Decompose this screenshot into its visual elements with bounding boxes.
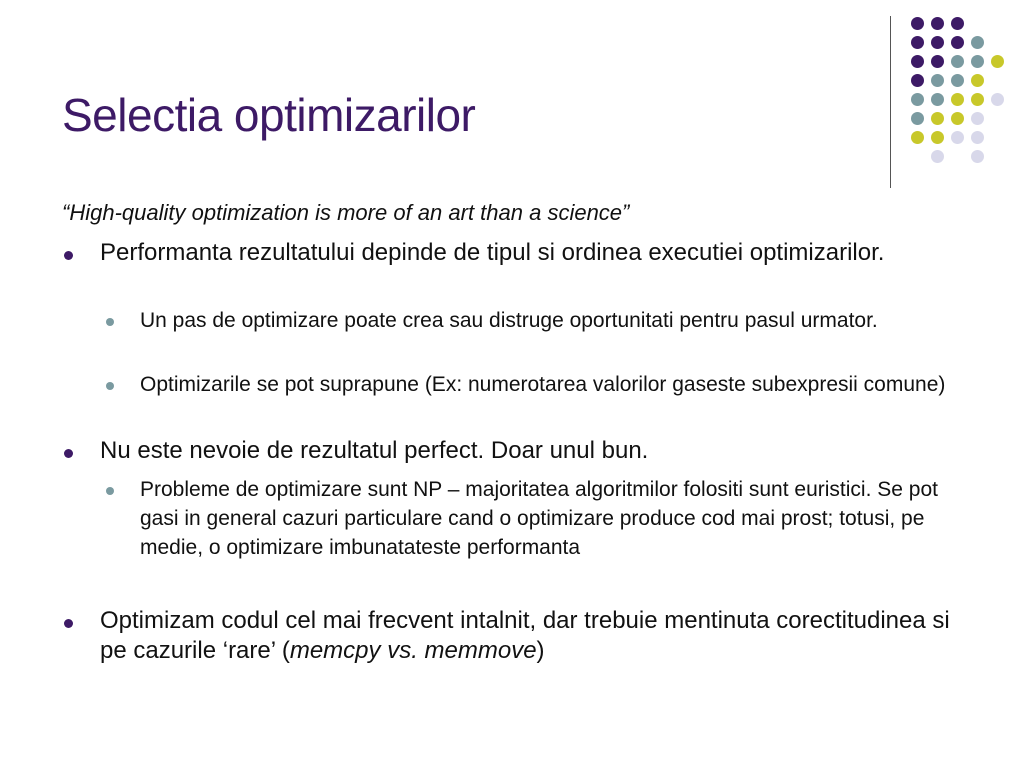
bullet-dot xyxy=(64,619,73,628)
grid-dot xyxy=(911,36,924,49)
grid-dot xyxy=(911,74,924,87)
grid-dot xyxy=(931,131,944,144)
title-divider-line xyxy=(890,16,891,188)
grid-dot xyxy=(931,36,944,49)
grid-dot xyxy=(931,93,944,106)
grid-dot xyxy=(911,131,924,144)
bullet-dot xyxy=(64,449,73,458)
grid-dot xyxy=(951,55,964,68)
sub-bullet-dot xyxy=(106,487,114,495)
grid-dot xyxy=(931,74,944,87)
slide-title: Selectia optimizarilor xyxy=(62,89,476,141)
grid-dot xyxy=(931,55,944,68)
grid-dot xyxy=(911,112,924,125)
bullet-text-italic: memcpy vs. memmove xyxy=(289,637,537,664)
grid-dot xyxy=(911,93,924,106)
grid-dot xyxy=(971,150,984,163)
grid-dot xyxy=(971,131,984,144)
grid-dot xyxy=(971,93,984,106)
sub-bullet-dot xyxy=(106,318,114,326)
sub-bullet-dot xyxy=(106,382,114,390)
grid-dot xyxy=(951,17,964,30)
grid-dot xyxy=(951,131,964,144)
grid-dot xyxy=(931,150,944,163)
sub-bullet-item: Optimizarile se pot suprapune (Ex: numerotarea valorilor gaseste subexpresii comune) xyxy=(140,373,946,396)
grid-dot xyxy=(951,74,964,87)
grid-dot xyxy=(911,17,924,30)
bullet-item xyxy=(100,606,980,666)
quote-text: “High-quality optimization is more of an art than a science” xyxy=(62,200,630,225)
grid-dot xyxy=(931,17,944,30)
grid-dot xyxy=(911,55,924,68)
grid-dot xyxy=(971,112,984,125)
grid-dot xyxy=(971,74,984,87)
grid-dot xyxy=(951,112,964,125)
grid-dot xyxy=(991,55,1004,68)
grid-dot xyxy=(951,93,964,106)
grid-dot xyxy=(991,93,1004,106)
grid-dot xyxy=(951,36,964,49)
bullet-text: Optimizam codul cel mai frecvent intalnit, dar trebuie mentinuta corectitudinea si pe cazurile ‘rare’ ( xyxy=(100,607,950,664)
sub-bullet-item: Un pas de optimizare poate crea sau distruge oportunitati pentru pasul urmator. xyxy=(140,309,878,332)
bullet-text: ) xyxy=(536,637,545,664)
grid-dot xyxy=(971,36,984,49)
bullet-item: Performanta rezultatului depinde de tipul si ordinea executiei optimizarilor. xyxy=(100,239,885,266)
bullet-item: Nu este nevoie de rezultatul perfect. Doar unul bun. xyxy=(100,437,649,464)
grid-dot xyxy=(971,55,984,68)
bullet-dot xyxy=(64,251,73,260)
grid-dot xyxy=(931,112,944,125)
sub-bullet-item: Probleme de optimizare sunt NP – majoritatea algoritmilor folositi sunt euristici. Se pot gasi in general cazuri particulare cand o optimizare produce cod mai prost; totusi, pe medie, o optimizare imbunatateste performanta xyxy=(140,478,938,559)
